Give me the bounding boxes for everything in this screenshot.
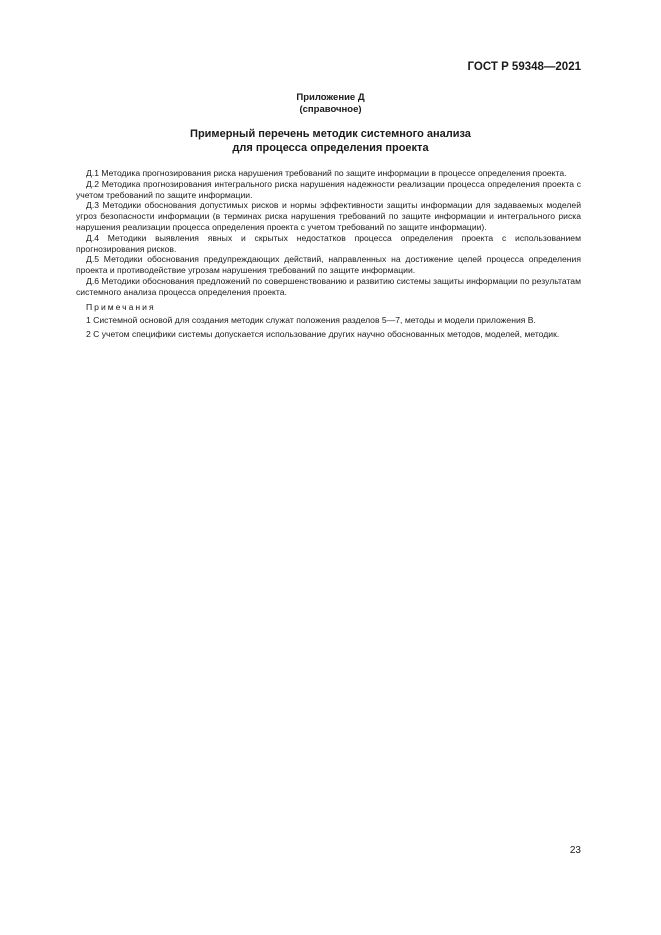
paragraph-d4: Д.4 Методики выявления явных и скрытых недостатков процесса определения проекта с использованием прогнозирования рисков. (76, 232, 581, 254)
annex-subtitle: (справочное) (299, 104, 362, 115)
section-title-line-2: для процесса определения проекта (232, 141, 429, 154)
paragraph-d6: Д.6 Методики обоснования предложений по совершенствованию и развитию системы защиты информации по результатам системного анализа процесса определения проекта. (76, 275, 581, 297)
note-2: 2 С учетом специфики системы допускается использование других научно обоснованных методов, моделей, методик. (86, 329, 560, 340)
notes-heading: Примечания (86, 301, 156, 312)
paragraph-d1: Д.1 Методика прогнозирования риска нарушения требований по защите информации в процессе определения проекта. (86, 168, 567, 178)
page-number: 23 (569, 845, 581, 856)
note-1: 1 Системной основой для создания методик служат положения разделов 5—7, методы и модели приложения В. (86, 315, 536, 326)
section-title (0, 128, 661, 155)
body-text (76, 168, 581, 340)
paragraph-d3: Д.3 Методики обоснования допустимых рисков и нормы эффективности защиты информации для задаваемых моделей угроз безопасности информации (в терминах риска нарушения требований по защите информации и интегрального риска нарушения реализации процесса определения проекта с учетом требований по защите информации). (76, 200, 581, 232)
annex-heading (0, 92, 661, 116)
section-title-line-1: Примерный перечень методик системного анализа (190, 128, 471, 140)
standard-code: ГОСТ Р 59348—2021 (467, 61, 581, 73)
paragraph-d5: Д.5 Методики обоснования предупреждающих действий, направленных на достижение целей процесса определения проекта и противодействие угрозам нарушения требований по защите информации. (76, 254, 581, 276)
paragraph-d2: Д.2 Методика прогнозирования интегрального риска нарушения надежности реализации процесса определения проекта с учетом требований по защите информации. (76, 178, 581, 200)
annex-title: Приложение Д (296, 92, 365, 103)
